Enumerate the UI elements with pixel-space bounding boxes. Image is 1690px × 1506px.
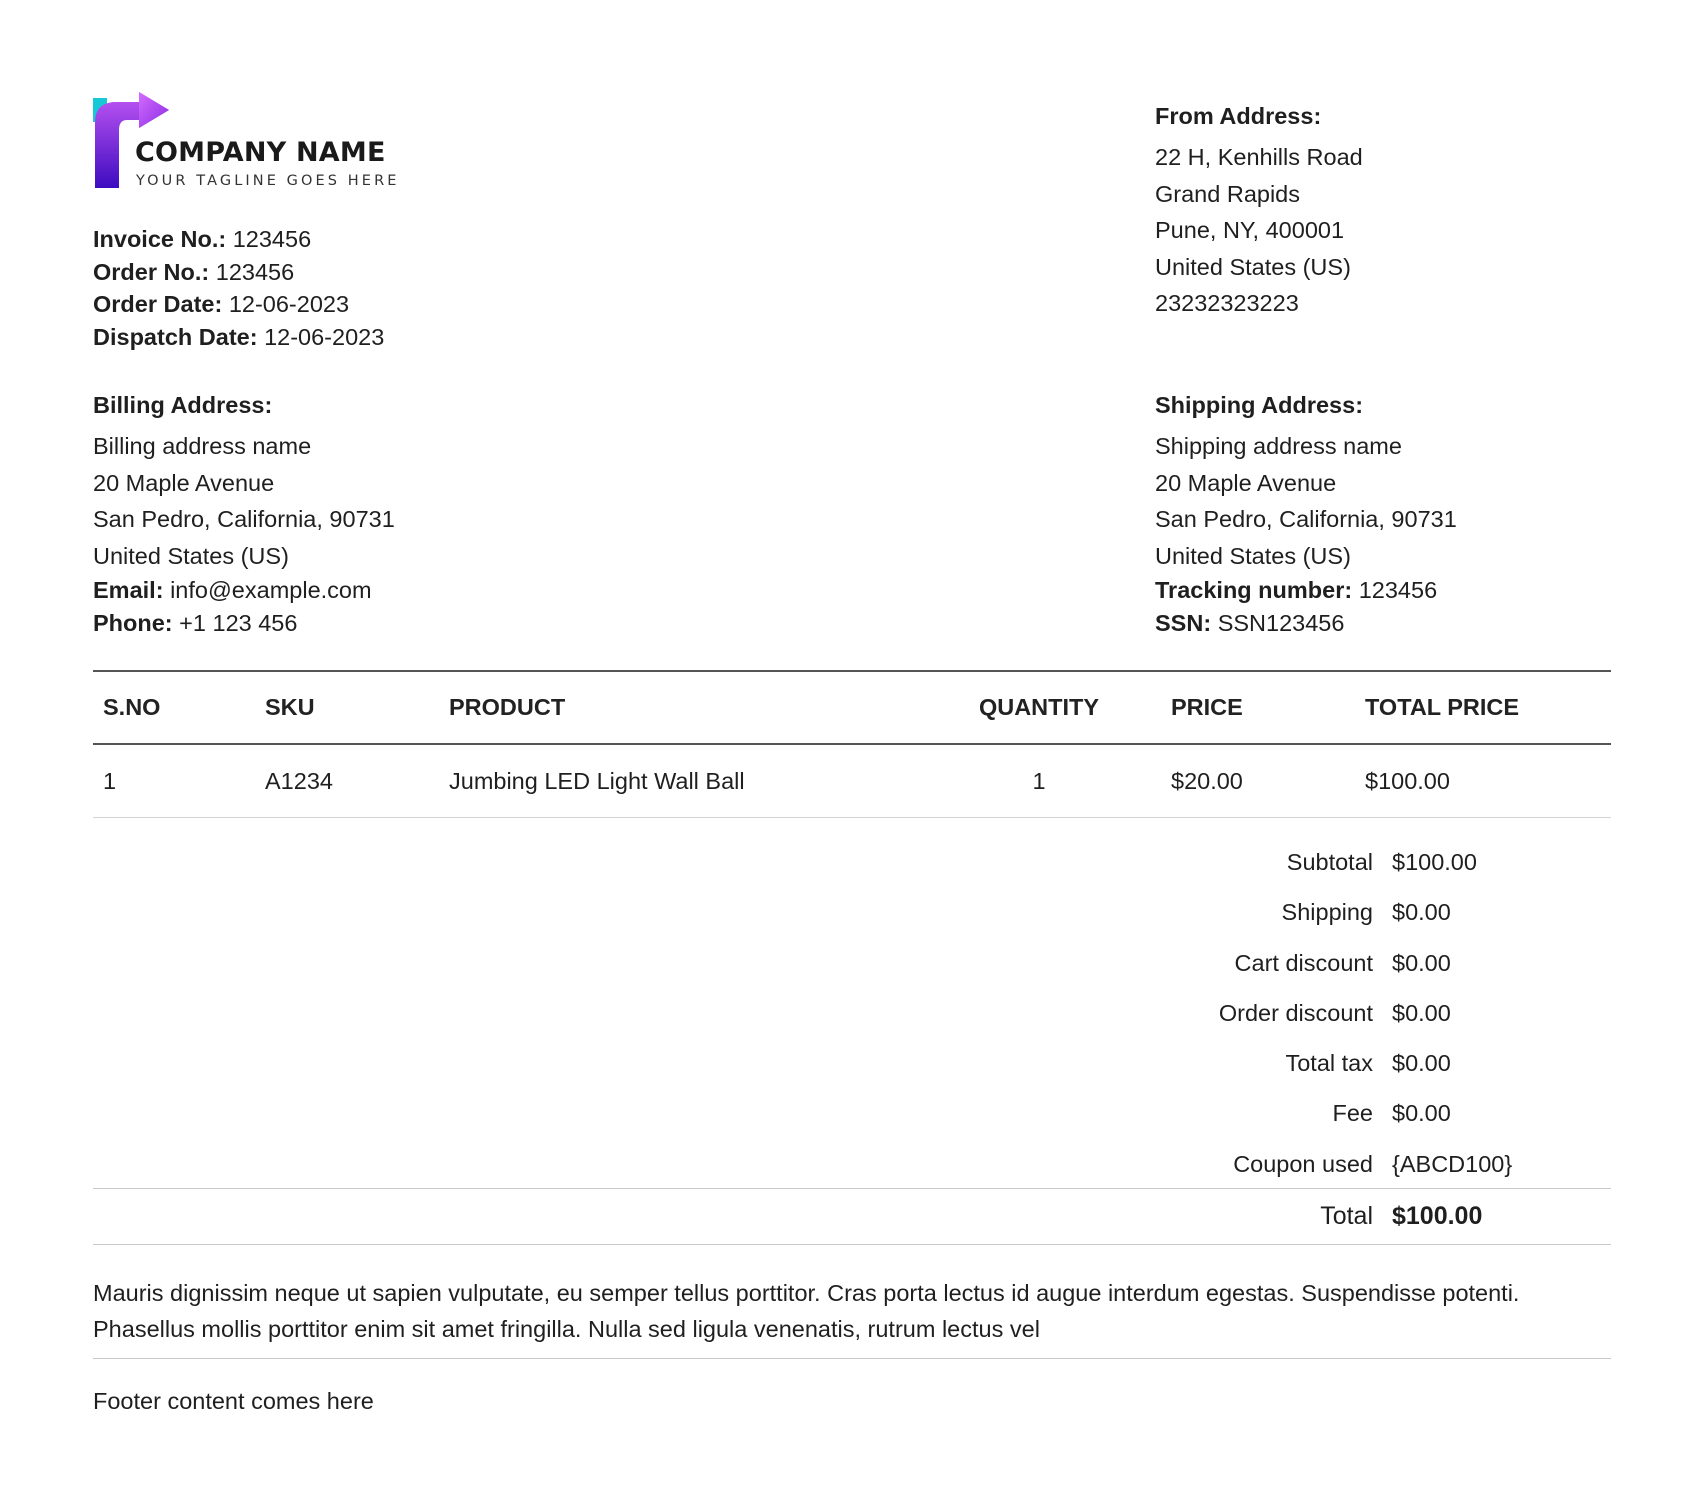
company-logo — [93, 92, 413, 192]
invoice-page — [93, 0, 1611, 1506]
from-address-line: Pune, NY, 400001 — [1155, 217, 1345, 243]
coupon-label: Coupon used — [1233, 1150, 1373, 1177]
invoice-footer: Footer content comes here — [93, 1388, 374, 1414]
shipping-label: Shipping — [1281, 899, 1373, 926]
shipping-address-title: Shipping Address: — [1155, 392, 1364, 418]
from-address-line: 22 H, Kenhills Road — [1155, 144, 1363, 170]
grand-total-value: $100.00 — [1392, 1202, 1483, 1230]
coupon-row — [93, 1139, 1611, 1189]
invoice-number-label: Invoice No.: — [93, 226, 227, 252]
subtotal-value: $100.00 — [1392, 849, 1477, 875]
tracking-number-row — [1155, 574, 1457, 607]
footer-divider — [93, 1358, 1611, 1359]
billing-address-line: 20 Maple Avenue — [93, 469, 275, 496]
billing-phone-label: Phone: — [93, 609, 173, 636]
company-name: COMPANY NAME — [135, 137, 386, 168]
shipping-address-line: United States (US) — [1155, 542, 1351, 569]
column-header-price: PRICE — [1171, 671, 1365, 744]
column-header-sno: S.NO — [93, 671, 265, 744]
from-address-line: United States (US) — [1155, 253, 1351, 280]
ssn-label: SSN: — [1155, 609, 1212, 636]
cell-spacer — [1129, 744, 1171, 818]
dispatch-date-label: Dispatch Date: — [93, 323, 258, 350]
billing-address — [93, 390, 395, 639]
tracking-number-value: 123456 — [1358, 577, 1438, 603]
billing-email-row — [93, 574, 395, 607]
from-address-phone: 23232323223 — [1155, 290, 1299, 316]
shipping-value: $0.00 — [1392, 899, 1451, 926]
from-address-line: Grand Rapids — [1155, 180, 1300, 207]
billing-email-label: Email: — [93, 577, 164, 603]
items-table — [93, 670, 1611, 818]
invoice-notes: Mauris dignissim neque ut sapien vulputate, eu semper tellus porttitor. Cras porta lectus id augue interdum egestas. Suspendisse potenti. Phasellus mollis porttitor enim sit amet fringilla. Nulla sed ligula venenatis, rutrum lectus vel — [93, 1280, 1520, 1342]
column-header-product: PRODUCT — [449, 671, 949, 744]
grand-total-row — [93, 1188, 1611, 1245]
table-header-row — [93, 671, 1611, 744]
company-tagline: YOUR TAGLINE GOES HERE — [136, 173, 400, 189]
order-discount-value: $0.00 — [1392, 999, 1451, 1026]
cart-discount-label: Cart discount — [1234, 949, 1373, 976]
fee-row — [93, 1088, 1611, 1138]
cell-sno: 1 — [93, 744, 265, 818]
subtotal-label: Subtotal — [1286, 849, 1373, 875]
billing-address-line: United States (US) — [93, 542, 289, 569]
fee-value: $0.00 — [1392, 1100, 1451, 1127]
column-header-total-price: TOTAL PRICE — [1365, 671, 1611, 744]
order-discount-label: Order discount — [1218, 999, 1373, 1026]
column-header-quantity: QUANTITY — [949, 671, 1129, 744]
order-date-value: 12-06-2023 — [228, 291, 350, 317]
totals-section — [93, 837, 1611, 1189]
dispatch-date-row — [93, 321, 384, 354]
cell-quantity: 1 — [949, 744, 1129, 818]
billing-address-line: Billing address name — [93, 433, 312, 459]
cell-price: $20.00 — [1171, 744, 1365, 818]
ssn-value: SSN123456 — [1217, 609, 1345, 636]
billing-phone-row — [93, 607, 395, 640]
billing-address-title: Billing Address: — [93, 392, 273, 418]
order-number-value: 123456 — [215, 258, 295, 285]
fee-label: Fee — [1332, 1100, 1373, 1127]
order-date-row — [93, 288, 384, 321]
order-number-label: Order No.: — [93, 258, 210, 285]
coupon-value: {ABCD100} — [1392, 1150, 1513, 1177]
column-spacer — [1129, 671, 1171, 744]
shipping-row — [93, 887, 1611, 937]
cell-total-price: $100.00 — [1365, 744, 1611, 818]
table-row — [93, 744, 1611, 818]
shipping-address — [1155, 390, 1457, 639]
cell-sku: A1234 — [265, 744, 449, 818]
order-number-row — [93, 256, 384, 289]
from-address-title: From Address: — [1155, 103, 1322, 129]
invoice-number-row — [93, 223, 384, 256]
ssn-row — [1155, 607, 1457, 640]
shipping-address-line: Shipping address name — [1155, 433, 1402, 459]
column-header-sku: SKU — [265, 671, 449, 744]
dispatch-date-value: 12-06-2023 — [264, 323, 385, 350]
subtotal-row — [93, 837, 1611, 887]
total-tax-row — [93, 1038, 1611, 1088]
total-tax-value: $0.00 — [1392, 1050, 1451, 1077]
billing-email-value: info@example.com — [170, 577, 372, 603]
shipping-address-line: San Pedro, California, 90731 — [1155, 506, 1457, 532]
invoice-meta — [93, 223, 384, 353]
invoice-number-value: 123456 — [232, 226, 312, 252]
billing-address-line: San Pedro, California, 90731 — [93, 506, 395, 532]
total-tax-label: Total tax — [1285, 1050, 1373, 1077]
order-discount-row — [93, 988, 1611, 1038]
billing-phone-value: +1 123 456 — [179, 609, 298, 636]
order-date-label: Order Date: — [93, 291, 223, 317]
tracking-number-label: Tracking number: — [1155, 577, 1353, 603]
cart-discount-row — [93, 938, 1611, 988]
grand-total-label: Total — [1320, 1202, 1373, 1230]
cart-discount-value: $0.00 — [1392, 949, 1451, 976]
shipping-address-line: 20 Maple Avenue — [1155, 469, 1337, 496]
cell-product: Jumbing LED Light Wall Ball — [449, 744, 949, 818]
from-address — [1155, 101, 1363, 322]
